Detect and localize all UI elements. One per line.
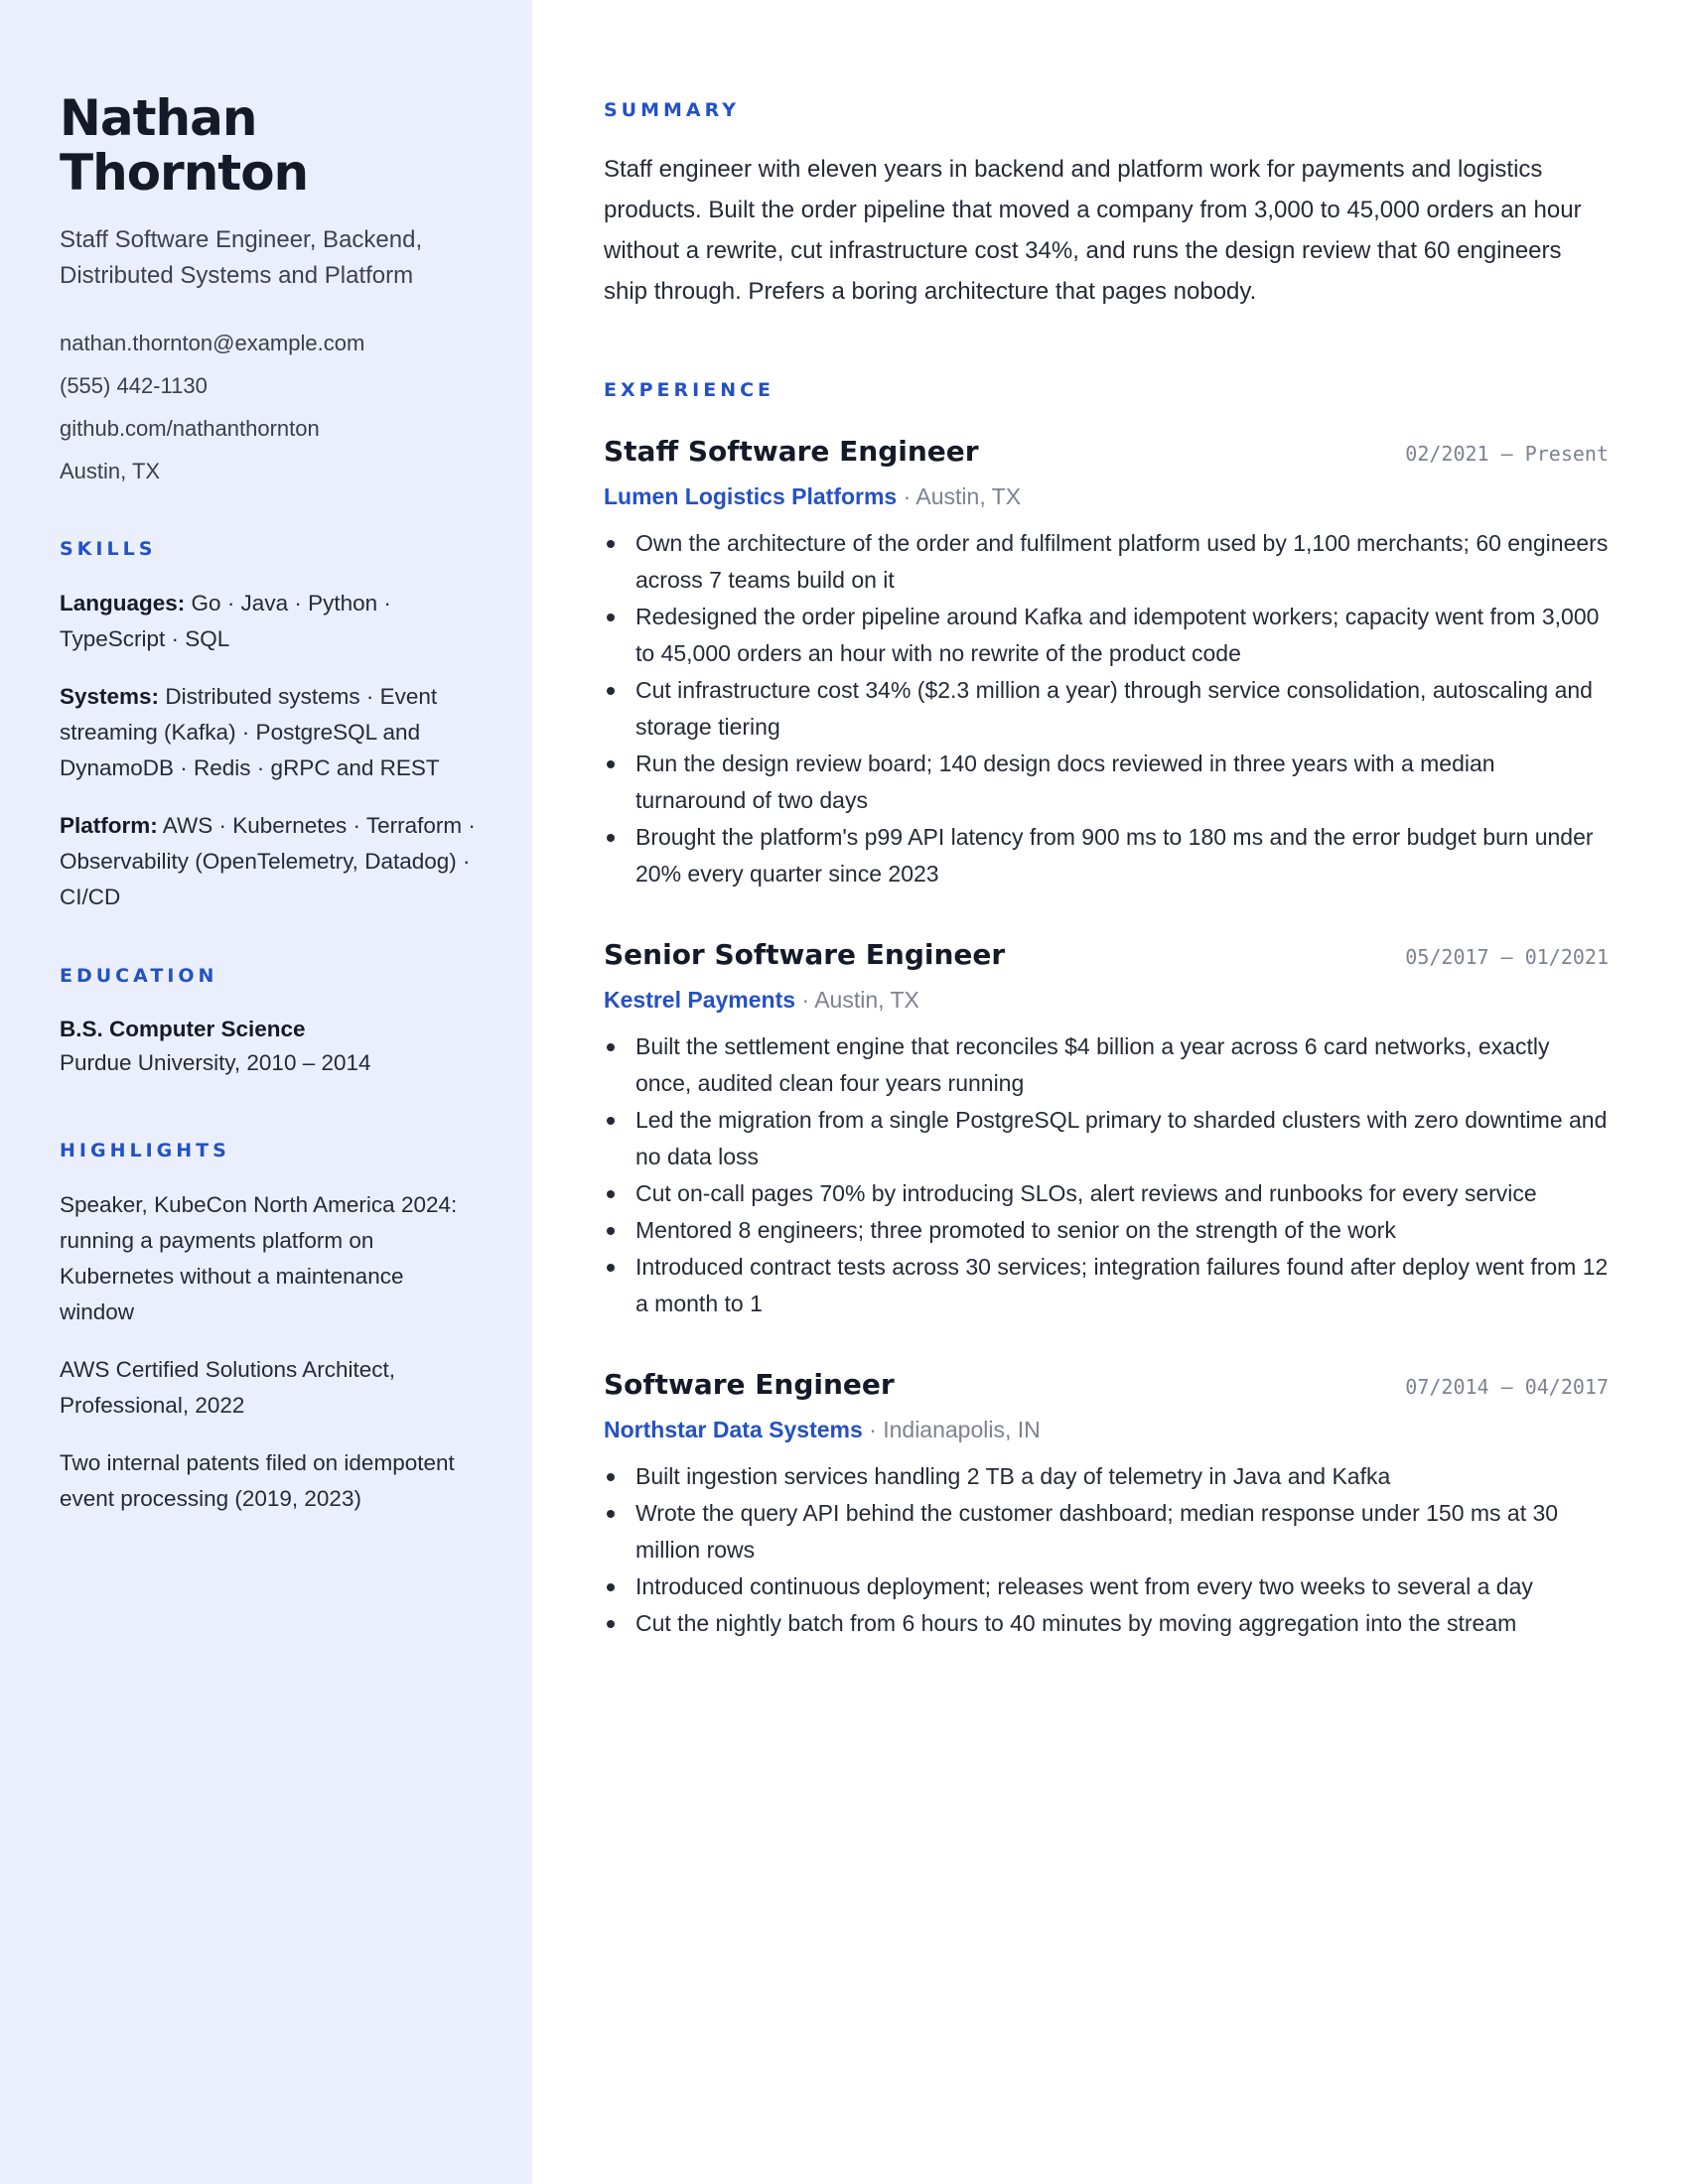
job-company-line xyxy=(604,479,1609,513)
job-bullets xyxy=(604,1458,1609,1642)
job-bullets xyxy=(604,1028,1609,1322)
skills-languages-list: Go · Java · Python · TypeScript · SQL xyxy=(60,591,391,651)
contact-github: github.com/nathanthornton xyxy=(60,416,320,441)
job-header xyxy=(604,435,1609,468)
contact-email: nathan.thornton@example.com xyxy=(60,331,365,355)
skills-platform xyxy=(60,808,483,915)
contact-info xyxy=(60,322,483,492)
summary-section xyxy=(604,99,1609,312)
job-title: Staff Software Engineer xyxy=(604,435,979,468)
skills-section xyxy=(60,538,483,915)
job-header xyxy=(604,938,1609,971)
skills-systems xyxy=(60,679,483,786)
main-content xyxy=(532,0,1688,2184)
highlight-item: Speaker, KubeCon North America 2024: running a payments platform on Kubernetes without a maintenance window xyxy=(60,1192,458,1324)
job-bullet: Run the design review board; 140 design docs reviewed in three years with a median turnaround of two days xyxy=(604,746,1609,819)
job-separator: · xyxy=(897,483,916,509)
skills-platform-list: AWS · Kubernetes · Terraform · Observability (OpenTelemetry, Datadog) · CI/CD xyxy=(60,813,476,909)
skills-systems-list: Distributed systems · Event streaming (Kafka) · PostgreSQL and DynamoDB · Redis · gRPC and REST xyxy=(60,684,440,780)
skills-languages xyxy=(60,586,483,657)
job-entry xyxy=(604,938,1609,1322)
job-bullet: Redesigned the order pipeline around Kafka and idempotent workers; capacity went from 3,000 to 45,000 orders an hour with no rewrite of the product code xyxy=(604,599,1609,672)
job-location: Indianapolis, IN xyxy=(883,1417,1041,1442)
contact-phone: (555) 442-1130 xyxy=(60,373,208,398)
job-bullet: Cut the nightly batch from 6 hours to 40 minutes by moving aggregation into the stream xyxy=(604,1605,1609,1642)
job-location: Austin, TX xyxy=(814,987,919,1013)
education-school: Purdue University, 2010 – 2014 xyxy=(60,1050,371,1075)
skills-systems-label: Systems: xyxy=(60,684,160,709)
job-title: Senior Software Engineer xyxy=(604,938,1006,971)
job-dates: 05/2017 – 01/2021 xyxy=(1405,945,1609,969)
job-company-line xyxy=(604,1413,1609,1446)
sidebar xyxy=(0,0,532,2184)
contact-location: Austin, TX xyxy=(60,459,161,483)
job-dates: 02/2021 – Present xyxy=(1405,442,1609,466)
job-bullet: Own the architecture of the order and fulfilment platform used by 1,100 merchants; 60 engineers across 7 teams build on it xyxy=(604,525,1609,599)
job-company: Lumen Logistics Platforms xyxy=(604,483,898,509)
job-separator: · xyxy=(862,1417,884,1442)
job-company: Northstar Data Systems xyxy=(604,1417,863,1442)
highlights-title: HIGHLIGHTS xyxy=(60,1140,230,1161)
job-dates: 07/2014 – 04/2017 xyxy=(1405,1375,1609,1399)
candidate-tagline: Staff Software Engineer, Backend, Distributed Systems and Platform xyxy=(60,226,423,289)
job-bullet: Cut infrastructure cost 34% ($2.3 million a year) through service consolidation, autoscaling and storage tiering xyxy=(604,672,1609,746)
skills-title: SKILLS xyxy=(60,538,157,560)
education-section xyxy=(60,965,483,1080)
job-bullets xyxy=(604,525,1609,892)
education-title: EDUCATION xyxy=(60,965,218,987)
job-bullet: Led the migration from a single PostgreSQL primary to sharded clusters with zero downtime and no data loss xyxy=(604,1102,1609,1175)
job-separator: · xyxy=(795,987,815,1013)
job-bullet: Built the settlement engine that reconciles $4 billion a year across 6 card networks, exactly once, audited clean four years running xyxy=(604,1028,1609,1102)
job-location: Austin, TX xyxy=(915,483,1022,509)
experience-title: EXPERIENCE xyxy=(604,379,775,401)
skills-platform-label: Platform: xyxy=(60,813,158,838)
education-degree: B.S. Computer Science xyxy=(60,1017,306,1041)
highlight-item: Two internal patents filed on idempotent event processing (2019, 2023) xyxy=(60,1450,455,1511)
job-bullet: Introduced contract tests across 30 services; integration failures found after deploy went from 12 a month to 1 xyxy=(604,1249,1609,1322)
job-bullet: Introduced continuous deployment; releases went from every two weeks to several a day xyxy=(604,1569,1609,1605)
job-bullet: Mentored 8 engineers; three promoted to senior on the strength of the work xyxy=(604,1212,1609,1249)
job-company-line xyxy=(604,983,1609,1017)
summary-title: SUMMARY xyxy=(604,99,740,121)
job-company: Kestrel Payments xyxy=(604,987,796,1013)
job-title: Software Engineer xyxy=(604,1368,895,1401)
highlights-section xyxy=(60,1140,483,1517)
summary-text: Staff engineer with eleven years in backend and platform work for payments and logistics products. Built the order pipeline that moved a company from 3,000 to 45,000 orders an hour without a rewrite, cut infrastructure cost 34%, and runs the design review that 60 engineers ship through. Prefers a boring architecture that pages nobody. xyxy=(604,156,1582,305)
job-entry xyxy=(604,1368,1609,1642)
job-bullet: Built ingestion services handling 2 TB a day of telemetry in Java and Kafka xyxy=(604,1458,1609,1495)
highlight-item: AWS Certified Solutions Architect, Professional, 2022 xyxy=(60,1357,396,1418)
job-bullet: Brought the platform's p99 API latency from 900 ms to 180 ms and the error budget burn under 20% every quarter since 2023 xyxy=(604,819,1609,892)
job-header xyxy=(604,1368,1609,1401)
skills-languages-label: Languages: xyxy=(60,591,186,615)
job-bullet: Wrote the query API behind the customer dashboard; median response under 150 ms at 30 million rows xyxy=(604,1495,1609,1569)
job-bullet: Cut on-call pages 70% by introducing SLOs, alert reviews and runbooks for every service xyxy=(604,1175,1609,1212)
job-entry xyxy=(604,435,1609,892)
experience-section xyxy=(604,379,1609,1642)
candidate-name: Nathan Thornton xyxy=(60,89,309,202)
